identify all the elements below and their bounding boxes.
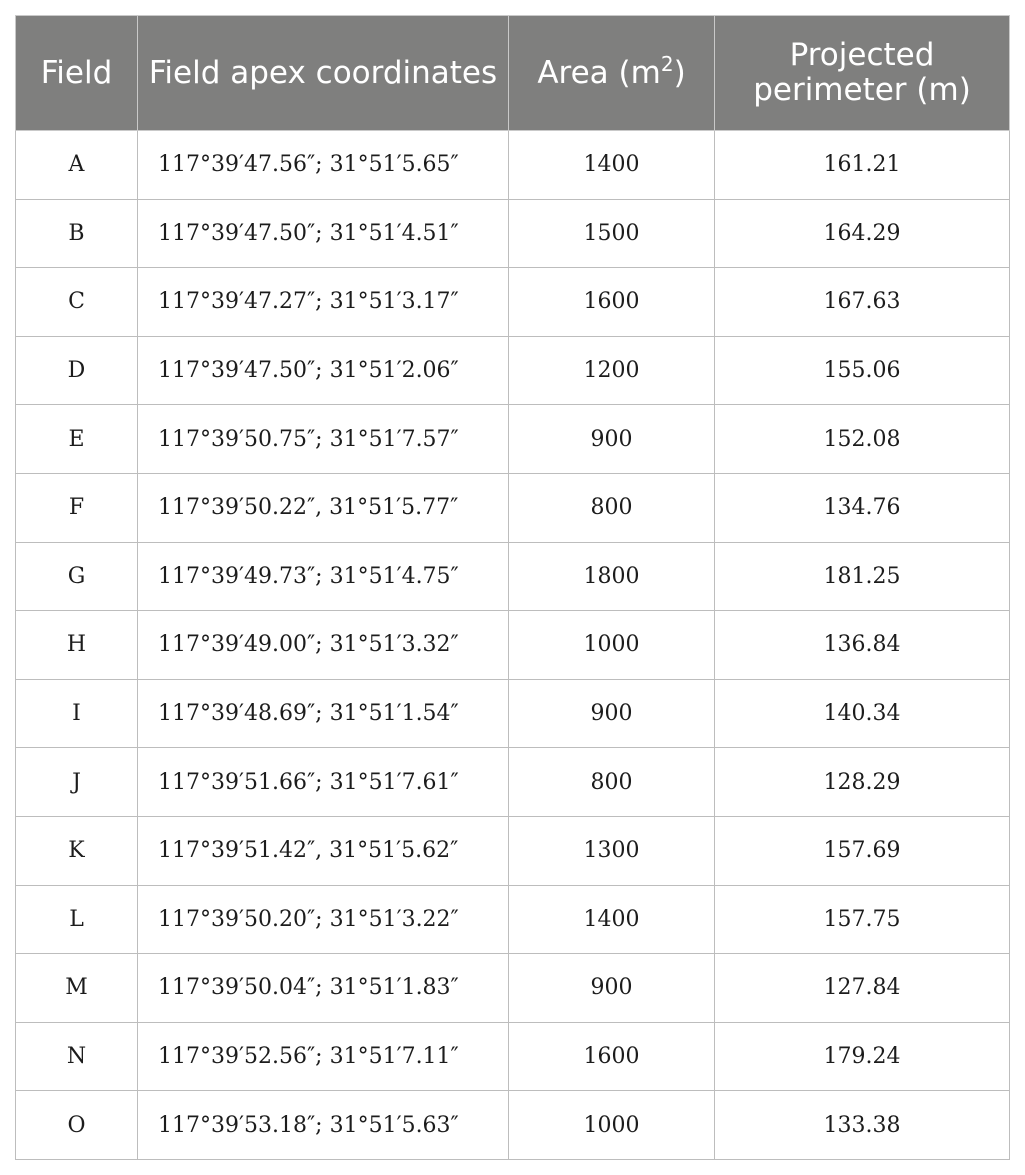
cell-area: 1600 [509, 268, 715, 337]
cell-field: O [16, 1091, 138, 1160]
cell-coordinates: 117°39′47.56″; 31°51′5.65″ [138, 131, 509, 200]
cell-coordinates: 117°39′47.27″; 31°51′3.17″ [138, 268, 509, 337]
cell-perimeter: 157.69 [715, 816, 1010, 885]
cell-perimeter: 179.24 [715, 1022, 1010, 1091]
table-container [15, 15, 1010, 1160]
table-row [16, 1022, 1010, 1091]
cell-field: M [16, 954, 138, 1023]
cell-perimeter: 167.63 [715, 268, 1010, 337]
cell-area: 1400 [509, 885, 715, 954]
cell-area: 900 [509, 954, 715, 1023]
cell-area: 1000 [509, 611, 715, 680]
cell-field: E [16, 405, 138, 474]
cell-coordinates: 117°39′50.75″; 31°51′7.57″ [138, 405, 509, 474]
header-area-suffix: ) [673, 54, 686, 91]
header-field: Field [16, 16, 138, 131]
cell-field: I [16, 679, 138, 748]
table-row [16, 199, 1010, 268]
cell-area: 900 [509, 405, 715, 474]
cell-perimeter: 161.21 [715, 131, 1010, 200]
table-row [16, 336, 1010, 405]
cell-coordinates: 117°39′47.50″; 31°51′2.06″ [138, 336, 509, 405]
table-row [16, 473, 1010, 542]
cell-area: 1300 [509, 816, 715, 885]
table-row [16, 748, 1010, 817]
cell-coordinates: 117°39′51.42″, 31°51′5.62″ [138, 816, 509, 885]
cell-field: K [16, 816, 138, 885]
table-row [16, 816, 1010, 885]
cell-area: 800 [509, 748, 715, 817]
cell-area: 1400 [509, 131, 715, 200]
cell-field: H [16, 611, 138, 680]
cell-perimeter: 152.08 [715, 405, 1010, 474]
cell-perimeter: 164.29 [715, 199, 1010, 268]
table-row [16, 542, 1010, 611]
header-coordinates: Field apex coordinates [138, 16, 509, 131]
cell-field: D [16, 336, 138, 405]
table-row [16, 885, 1010, 954]
header-area [509, 16, 715, 131]
cell-field: N [16, 1022, 138, 1091]
cell-field: F [16, 473, 138, 542]
cell-coordinates: 117°39′52.56″; 31°51′7.11″ [138, 1022, 509, 1091]
cell-coordinates: 117°39′48.69″; 31°51′1.54″ [138, 679, 509, 748]
table-body [16, 131, 1010, 1160]
header-area-prefix: Area (m [537, 54, 661, 91]
table-row [16, 405, 1010, 474]
cell-field: L [16, 885, 138, 954]
cell-perimeter: 155.06 [715, 336, 1010, 405]
cell-perimeter: 136.84 [715, 611, 1010, 680]
table-row [16, 268, 1010, 337]
cell-coordinates: 117°39′53.18″; 31°51′5.63″ [138, 1091, 509, 1160]
cell-coordinates: 117°39′47.50″; 31°51′4.51″ [138, 199, 509, 268]
table-row [16, 1091, 1010, 1160]
cell-area: 1800 [509, 542, 715, 611]
table-row [16, 679, 1010, 748]
cell-coordinates: 117°39′49.73″; 31°51′4.75″ [138, 542, 509, 611]
cell-field: G [16, 542, 138, 611]
cell-area: 1600 [509, 1022, 715, 1091]
cell-coordinates: 117°39′50.20″; 31°51′3.22″ [138, 885, 509, 954]
cell-field: C [16, 268, 138, 337]
cell-field: B [16, 199, 138, 268]
cell-field: J [16, 748, 138, 817]
cell-perimeter: 181.25 [715, 542, 1010, 611]
cell-field: A [16, 131, 138, 200]
cell-coordinates: 117°39′50.04″; 31°51′1.83″ [138, 954, 509, 1023]
cell-area: 800 [509, 473, 715, 542]
header-perimeter: Projected perimeter (m) [715, 16, 1010, 131]
cell-perimeter: 140.34 [715, 679, 1010, 748]
cell-perimeter: 134.76 [715, 473, 1010, 542]
cell-area: 900 [509, 679, 715, 748]
cell-area: 1500 [509, 199, 715, 268]
table-row [16, 954, 1010, 1023]
table-row [16, 611, 1010, 680]
table-header [16, 16, 1010, 131]
header-area-sup: 2 [660, 51, 674, 76]
cell-perimeter: 127.84 [715, 954, 1010, 1023]
cell-area: 1000 [509, 1091, 715, 1160]
cell-coordinates: 117°39′51.66″; 31°51′7.61″ [138, 748, 509, 817]
header-row [16, 16, 1010, 131]
cell-perimeter: 157.75 [715, 885, 1010, 954]
cell-coordinates: 117°39′49.00″; 31°51′3.32″ [138, 611, 509, 680]
cell-perimeter: 128.29 [715, 748, 1010, 817]
field-table [15, 15, 1010, 1160]
cell-coordinates: 117°39′50.22″, 31°51′5.77″ [138, 473, 509, 542]
table-row [16, 131, 1010, 200]
cell-area: 1200 [509, 336, 715, 405]
cell-perimeter: 133.38 [715, 1091, 1010, 1160]
